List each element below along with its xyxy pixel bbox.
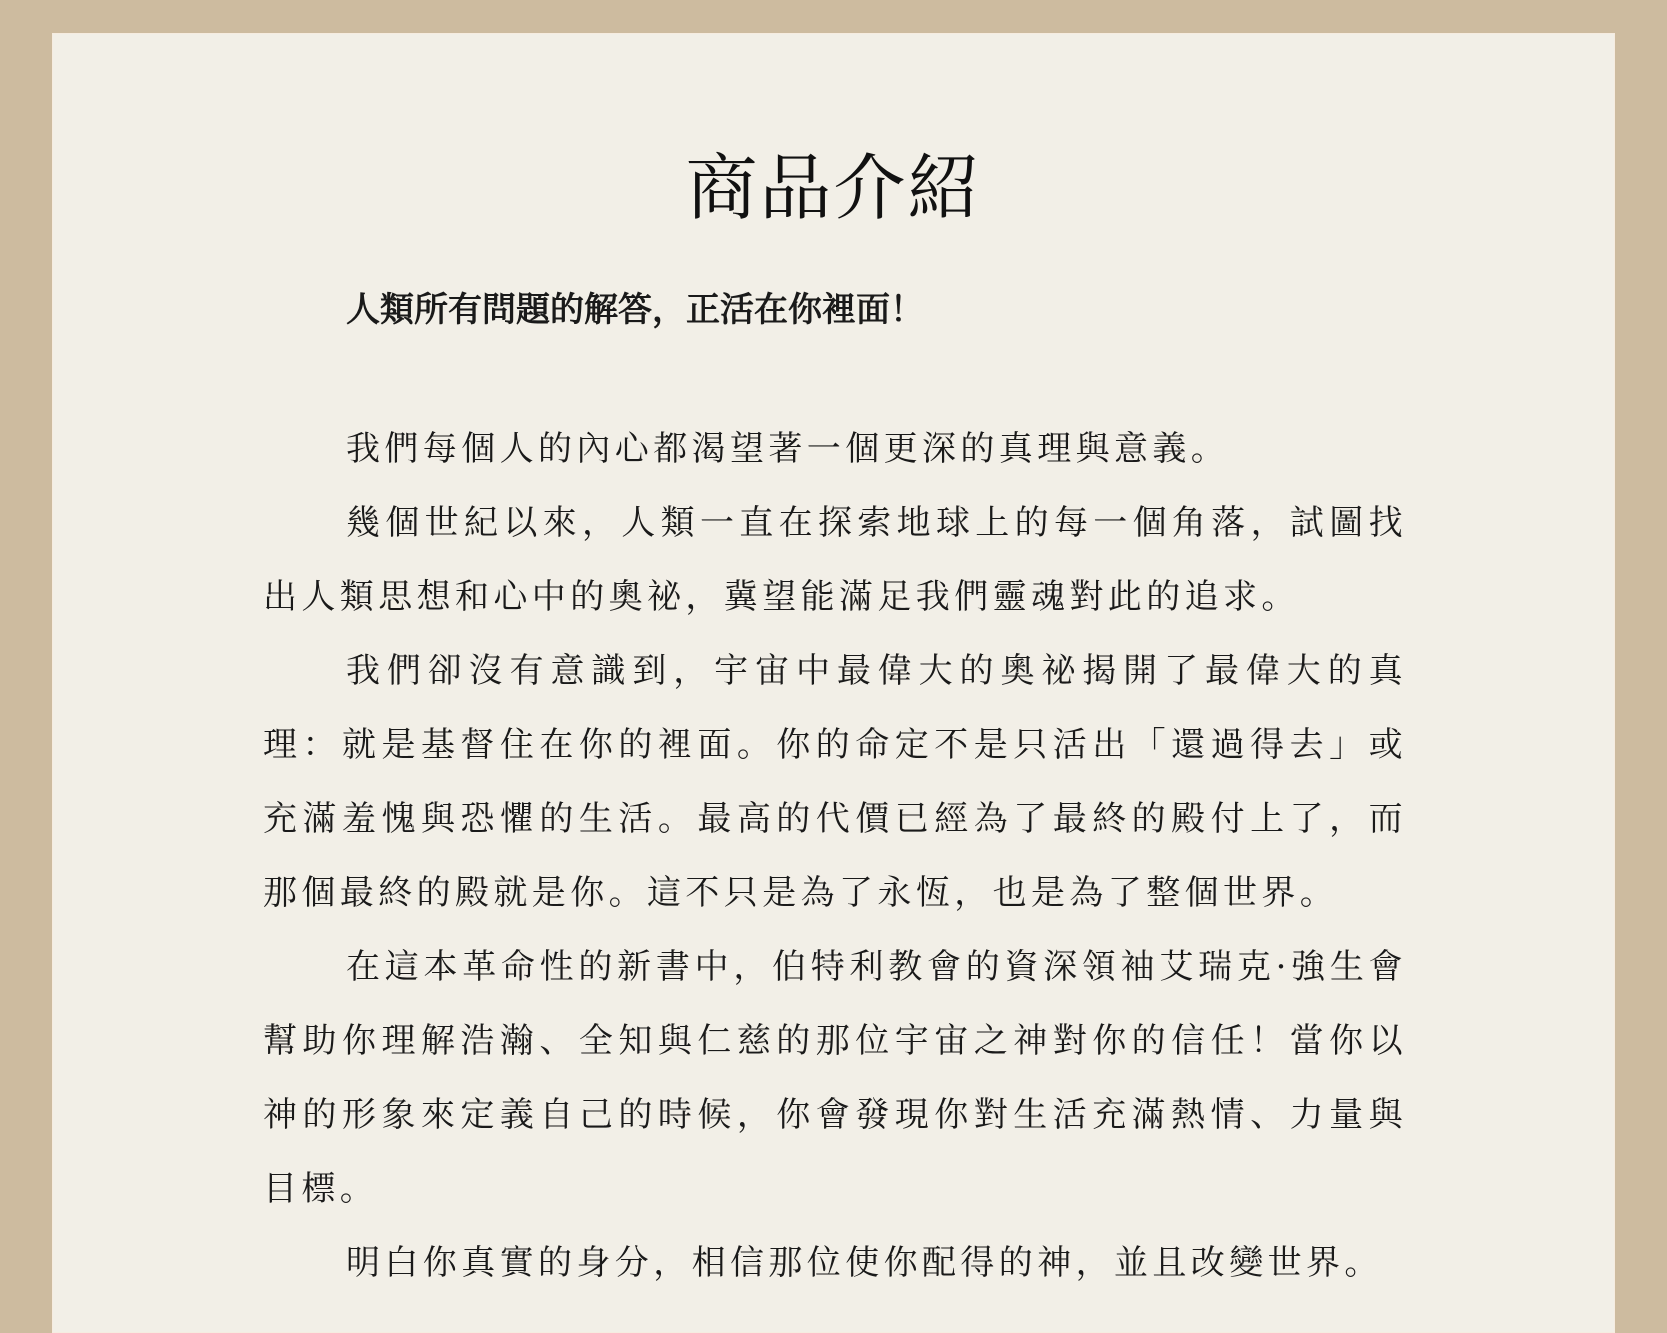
paragraph-1: 我們每個人的內心都渴望著一個更深的真理與意義。 xyxy=(346,429,1230,469)
tagline: 人類所有問題的解答，正活在你裡面！ xyxy=(346,290,924,330)
page-title: 商品介紹 xyxy=(685,146,982,230)
paragraph-3: 我們卻沒有意識到，宇宙中最偉大的奧祕揭開了最偉大的真理：就是基督住在你的裡面。你的命定不是只活出「還過得去」或充滿羞愧與恐懼的生活。最高的代價已經為了最終的殿付上了，而那個最終的殿就是你。這不只是為了永恆，也是為了整個世界。 xyxy=(263,651,1407,913)
paragraph-4: 在這本革命性的新書中，伯特利教會的資深領袖艾瑞克·強生會幫助你理解浩瀚、全知與仁慈的那位宇宙之神對你的信任！當你以神的形象來定義自己的時候，你會發現你對生活充滿熱情、力量與目標。 xyxy=(263,947,1407,1209)
product-description-panel xyxy=(52,33,1615,1333)
description-body xyxy=(263,278,1407,1300)
paragraph-5: 明白你真實的身分，相信那位使你配得的神，並且改變世界。 xyxy=(346,1243,1383,1283)
paragraph-2: 幾個世紀以來，人類一直在探索地球上的每一個角落，試圖找出人類思想和心中的奧祕，冀望能滿足我們靈魂對此的追求。 xyxy=(263,503,1407,617)
